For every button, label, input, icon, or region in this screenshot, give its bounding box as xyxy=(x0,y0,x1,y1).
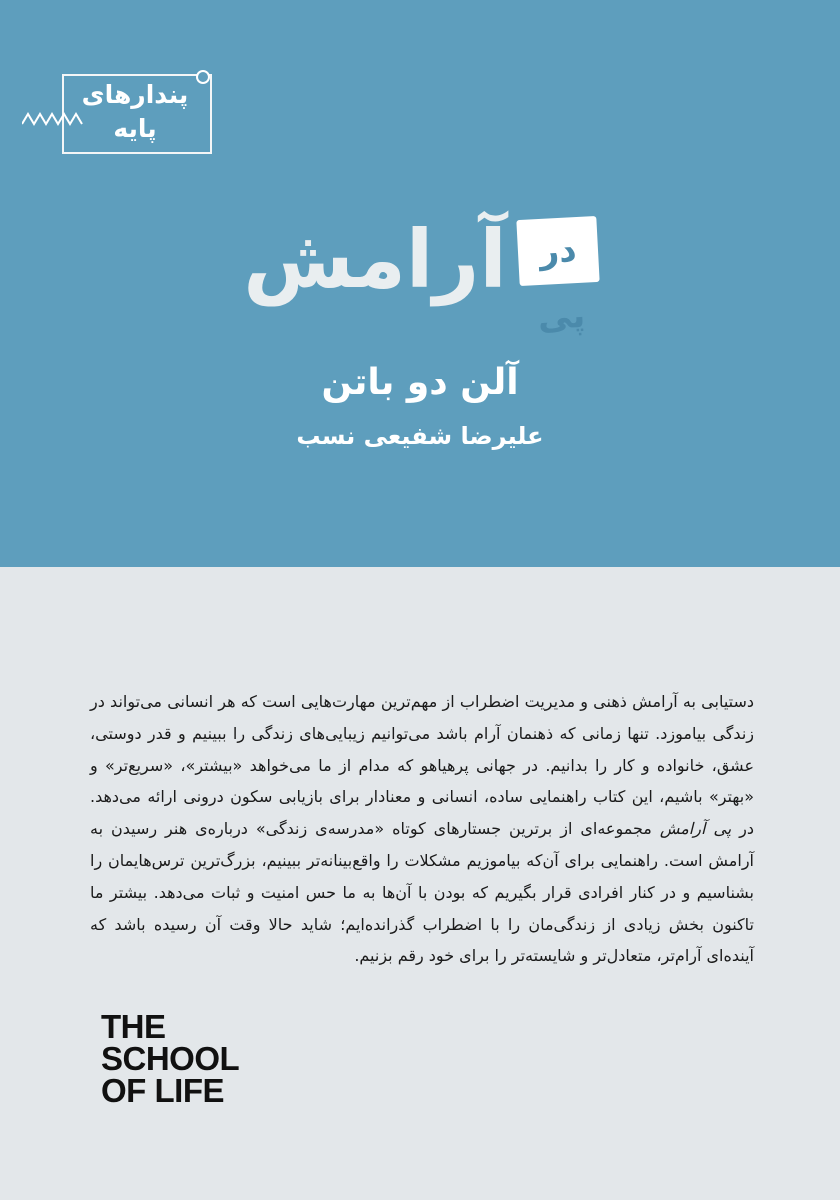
blurb-part-1: دستیابی به آرامش ذهنی و مدیریت اضطراب از مهم‌ترین مهارت‌هایی است که هر انسانی می‌تواند در زندگی بیاموزد. تنها زمانی که ذهنمان آرام باشد می‌توانیم زیبایی‌های زندگی را ببینیم و قدر دوستی، عشق، خانواده و کار را بدانیم. در جهانی پرهیاهو که مدام از ما می‌خواهد «بیشتر»، «سریع‌تر» و «بهتر» باشیم، این کتاب راهنمایی ساده، انسانی و معنادار برای بازیابی سکون درونی ارائه می‌دهد. در xyxy=(90,692,754,839)
translator-name: علیرضا شفیعی نسب xyxy=(296,422,544,450)
blurb-italic-title: پی آرامش xyxy=(659,819,732,839)
blurb-part-2: مجموعه‌ای از برترین جستارهای کوتاه «مدرسه‌ی زندگی» درباره‌ی هنر رسیدن به آرامش است. راهنمایی برای آن‌که بیاموزیم مشکلات را واقع‌بینانه‌تر ببینیم، بزرگ‌ترین ترس‌هایمان را بشناسیم و در کنار افرادی قرار بگیریم که بودن با آن‌ها به ما حس امنیت و ثبات می‌دهد. بیشتر ما تاکنون بخش زیادی از زندگی‌مان را با اضطراب گذرانده‌ایم؛ شاید حالا وقت آن رسیده باشد که آینده‌ای آرام‌تر، متعادل‌تر و شایسته‌تر را برای خود رقم بزنیم. xyxy=(90,819,754,966)
series-name-line1: پندارهای xyxy=(81,80,189,109)
logo-line-2: SCHOOL xyxy=(101,1040,240,1077)
author-name: آلن دو باتن xyxy=(321,362,519,403)
book-title-tag-text: در پی xyxy=(536,230,587,339)
logo-line-1: THE xyxy=(101,1008,166,1045)
book-title: آرامش xyxy=(243,213,507,306)
book-title-tag xyxy=(516,216,599,339)
school-of-life-logo xyxy=(101,1008,240,1109)
back-cover-blurb xyxy=(90,686,754,972)
series-name-line2: پایه xyxy=(113,114,157,143)
logo-line-3: OF LIFE xyxy=(101,1072,224,1109)
